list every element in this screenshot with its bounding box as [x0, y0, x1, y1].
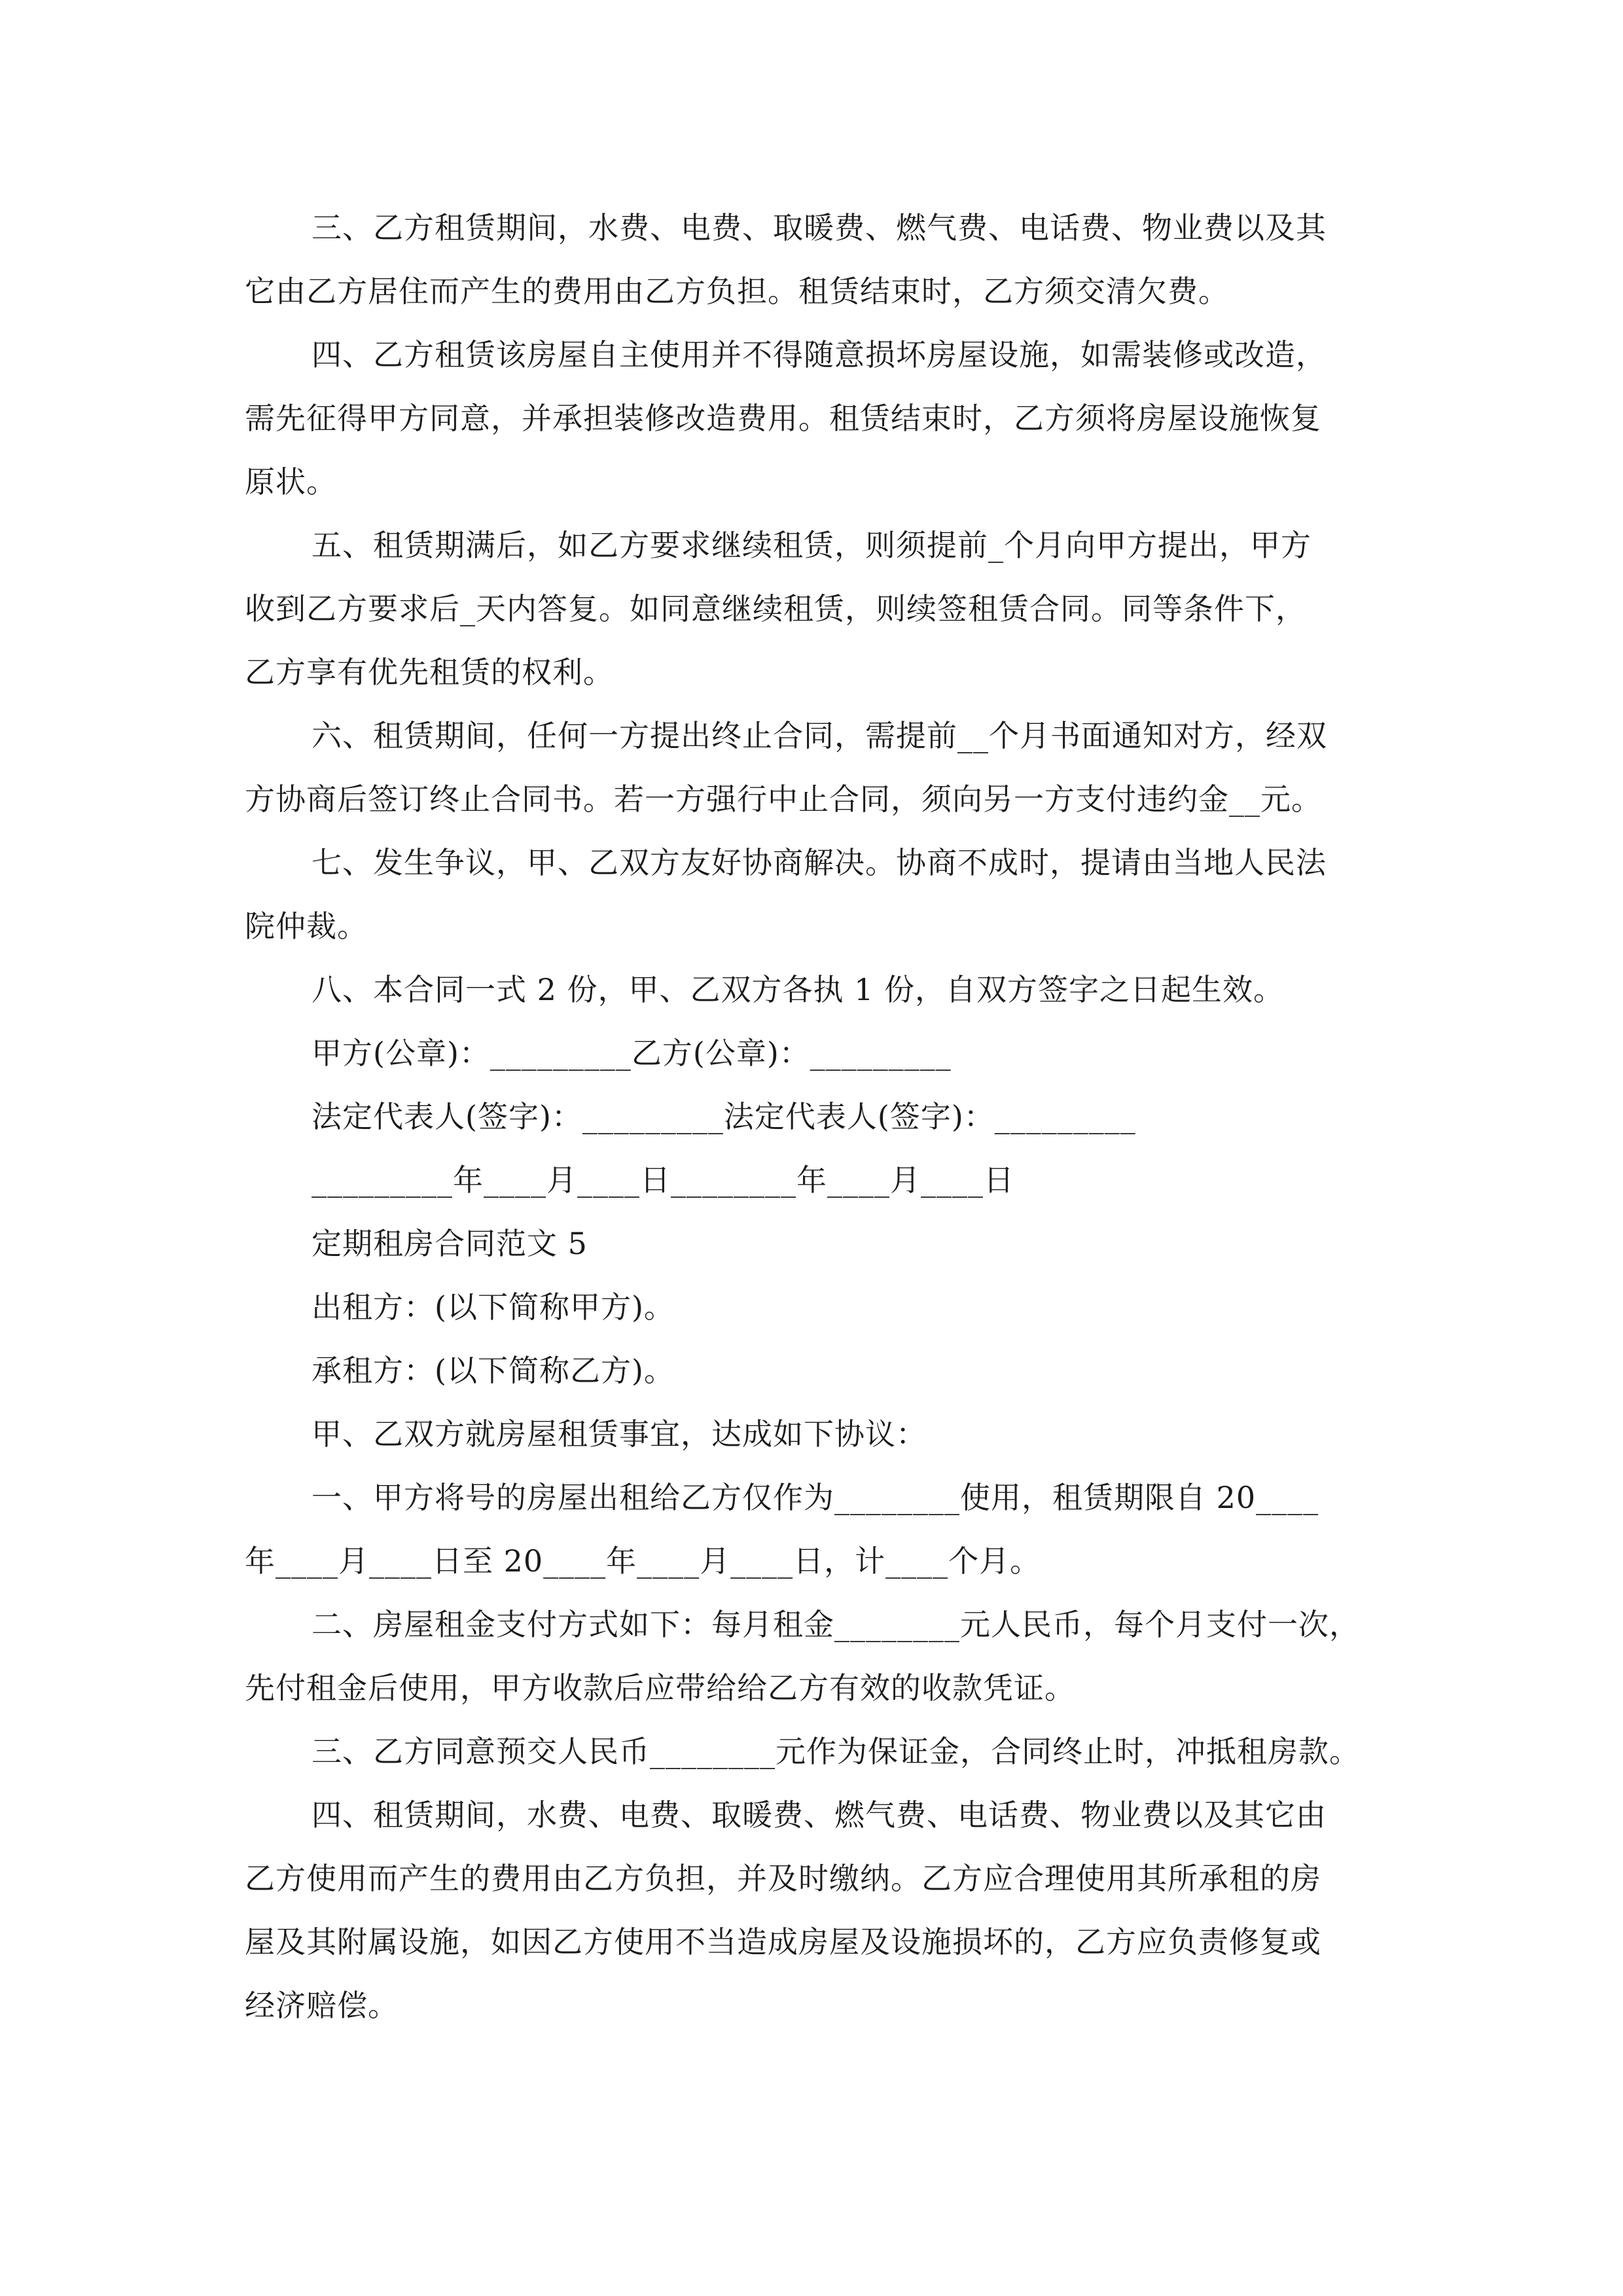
text-line: 乙方享有优先租赁的权利。	[245, 655, 614, 690]
text-line: 七、发生争议，甲、乙双方友好协商解决。协商不成时，提请由当地人民法	[312, 845, 1327, 880]
text-line: 经济赔偿。	[245, 1988, 399, 2023]
text-line: 承租方：(以下简称乙方)。	[312, 1353, 675, 1388]
text-line: 年____月____日至 20____年____月____日，计____个月。	[245, 1543, 1041, 1579]
text-line: 它由乙方居住而产生的费用由乙方负担。租赁结束时，乙方须交清欠费。	[245, 274, 1229, 309]
text-line: 三、乙方同意预交人民币________元作为保证金，合同终止时，冲抵租房款。	[312, 1734, 1360, 1769]
signature-line-date: _________年____月____日________年____月____日	[312, 1162, 1014, 1198]
text-line: 屋及其附属设施，如因乙方使用不当造成房屋及设施损坏的，乙方应负责修复或	[245, 1924, 1321, 1960]
text-line: 二、房屋租金支付方式如下：每月租金________元人民币，每个月支付一次，	[312, 1607, 1360, 1642]
text-line: 五、租赁期满后，如乙方要求继续租赁，则须提前_个月向甲方提出，甲方	[312, 528, 1311, 563]
text-line: 方协商后签订终止合同书。若一方强行中止合同，须向另一方支付违约金__元。	[245, 781, 1322, 817]
section-title: 定期租房合同范文 5	[312, 1226, 588, 1261]
text-line: 院仲裁。	[245, 908, 368, 944]
text-line: 一、甲方将号的房屋出租给乙方仅作为________使用，租赁期限自 20____	[312, 1480, 1319, 1515]
text-line: 需先征得甲方同意，并承担装修改造费用。租赁结束时，乙方须将房屋设施恢复	[245, 401, 1321, 436]
signature-line-party: 甲方(公章)：_________乙方(公章)：_________	[312, 1035, 952, 1071]
text-line: 八、本合同一式 2 份，甲、乙双方各执 1 份，自双方签字之日起生效。	[312, 972, 1285, 1007]
text-line: 甲、乙双方就房屋租赁事宜，达成如下协议：	[312, 1416, 927, 1452]
document-body	[245, 196, 1383, 2037]
text-line: 收到乙方要求后_天内答复。如同意继续租赁，则续签租赁合同。同等条件下，	[245, 591, 1306, 626]
signature-line-representative: 法定代表人(签字)：_________法定代表人(签字)：_________	[312, 1099, 1136, 1134]
text-line: 四、租赁期间，水费、电费、取暖费、燃气费、电话费、物业费以及其它由	[312, 1797, 1327, 1833]
text-line: 原状。	[245, 464, 337, 499]
text-line: 三、乙方租赁期间，水费、电费、取暖费、燃气费、电话费、物业费以及其	[312, 210, 1327, 245]
text-line: 六、租赁期间，任何一方提出终止合同，需提前__个月书面通知对方，经双	[312, 718, 1327, 753]
text-line: 出租方：(以下简称甲方)。	[312, 1289, 675, 1325]
text-line: 乙方使用而产生的费用由乙方负担，并及时缴纳。乙方应合理使用其所承租的房	[245, 1861, 1321, 1896]
text-line: 先付租金后使用，甲方收款后应带给给乙方有效的收款凭证。	[245, 1670, 1075, 1706]
text-line: 四、乙方租赁该房屋自主使用并不得随意损坏房屋设施，如需装修或改造，	[312, 337, 1327, 372]
